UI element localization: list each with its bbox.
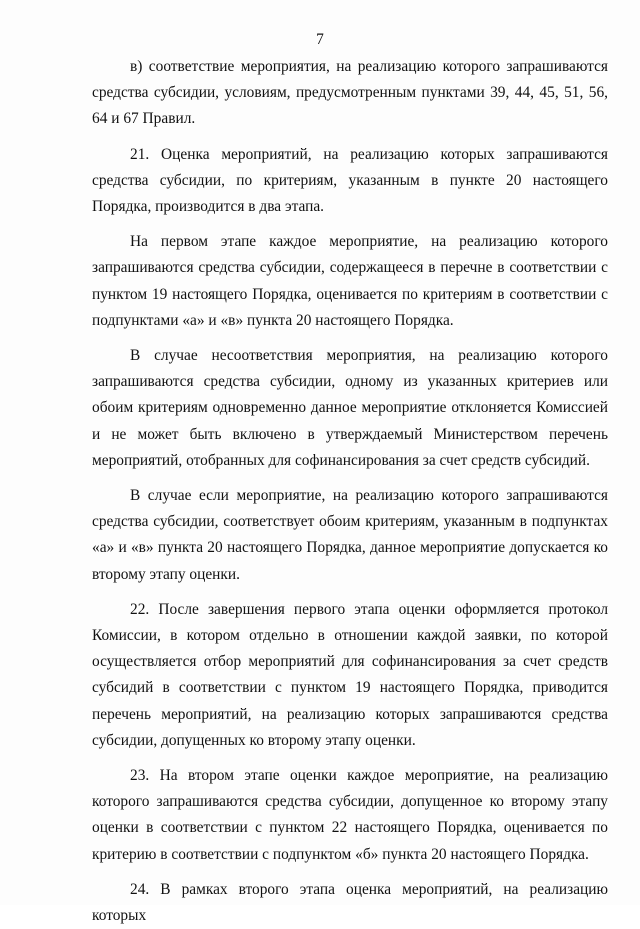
paragraph-23: 23. На втором этапе оценки каждое мероприятие, на реализацию которого запрашиваются средства субсидии, допущенное ко второму этапу оценки в соответствии с пунктом 22 настоящего Порядка, оценивается по критерию в соответствии с подпунктом «б» пункта 20 настоящего Порядка. [92, 767, 608, 863]
paragraph-first-stage: На первом этапе каждое мероприятие, на реализацию которого запрашиваются средства субсидии, содержащееся в перечне в соответствии с пунктом 19 настоящего Порядка, оценивается по критериям в соответствии с подпунктами «а» и «в» пункта 20 настоящего Порядка. [92, 233, 608, 329]
paragraph-compliance: В случае если мероприятие, на реализацию которого запрашиваются средства субсидии, соответствует обоим критериям, указанным в подпунктах «а» и «в» пункта 20 настоящего Порядка, данное мероприятие допускается ко второму этапу оценки. [92, 487, 608, 583]
page-number: 7 [316, 31, 324, 48]
paragraph-22: 22. После завершения первого этапа оценки оформляется протокол Комиссии, в котором отдельно в отношении каждой заявки, по которой осуществляется отбор мероприятий для софинансирования за счет средств субсидий в соответствии с пунктом 19 настоящего Порядка, приводится перечень мероприятий, на реализацию которых запрашиваются средства субсидии, допущенных ко второму этапу оценки. [92, 600, 608, 749]
paragraph-non-compliance: В случае несоответствия мероприятия, на реализацию которого запрашиваются средства субсидии, одному из указанных критериев или обоим критериям одновременно данное мероприятие отклоняется Комиссией и не может быть включено в утверждаемый Министерством перечень мероприятий, отобранных для софинансирования за счет средств субсидий. [92, 347, 608, 469]
paragraph-24: 24. В рамках второго этапа оценка мероприятий, на реализацию которых [92, 880, 608, 925]
paragraph-21: 21. Оценка мероприятий, на реализацию которых запрашиваются средства субсидии, по критериям, указанным в пункте 20 настоящего Порядка, производится в два этапа. [92, 145, 608, 216]
paragraph-subitem-v: в) соответствие мероприятия, на реализацию которого запрашиваются средства субсидии, условиям, предусмотренным пунктами 39, 44, 45, 51, 56, 64 и 67 Правил. [92, 58, 608, 128]
document-body [92, 54, 608, 929]
